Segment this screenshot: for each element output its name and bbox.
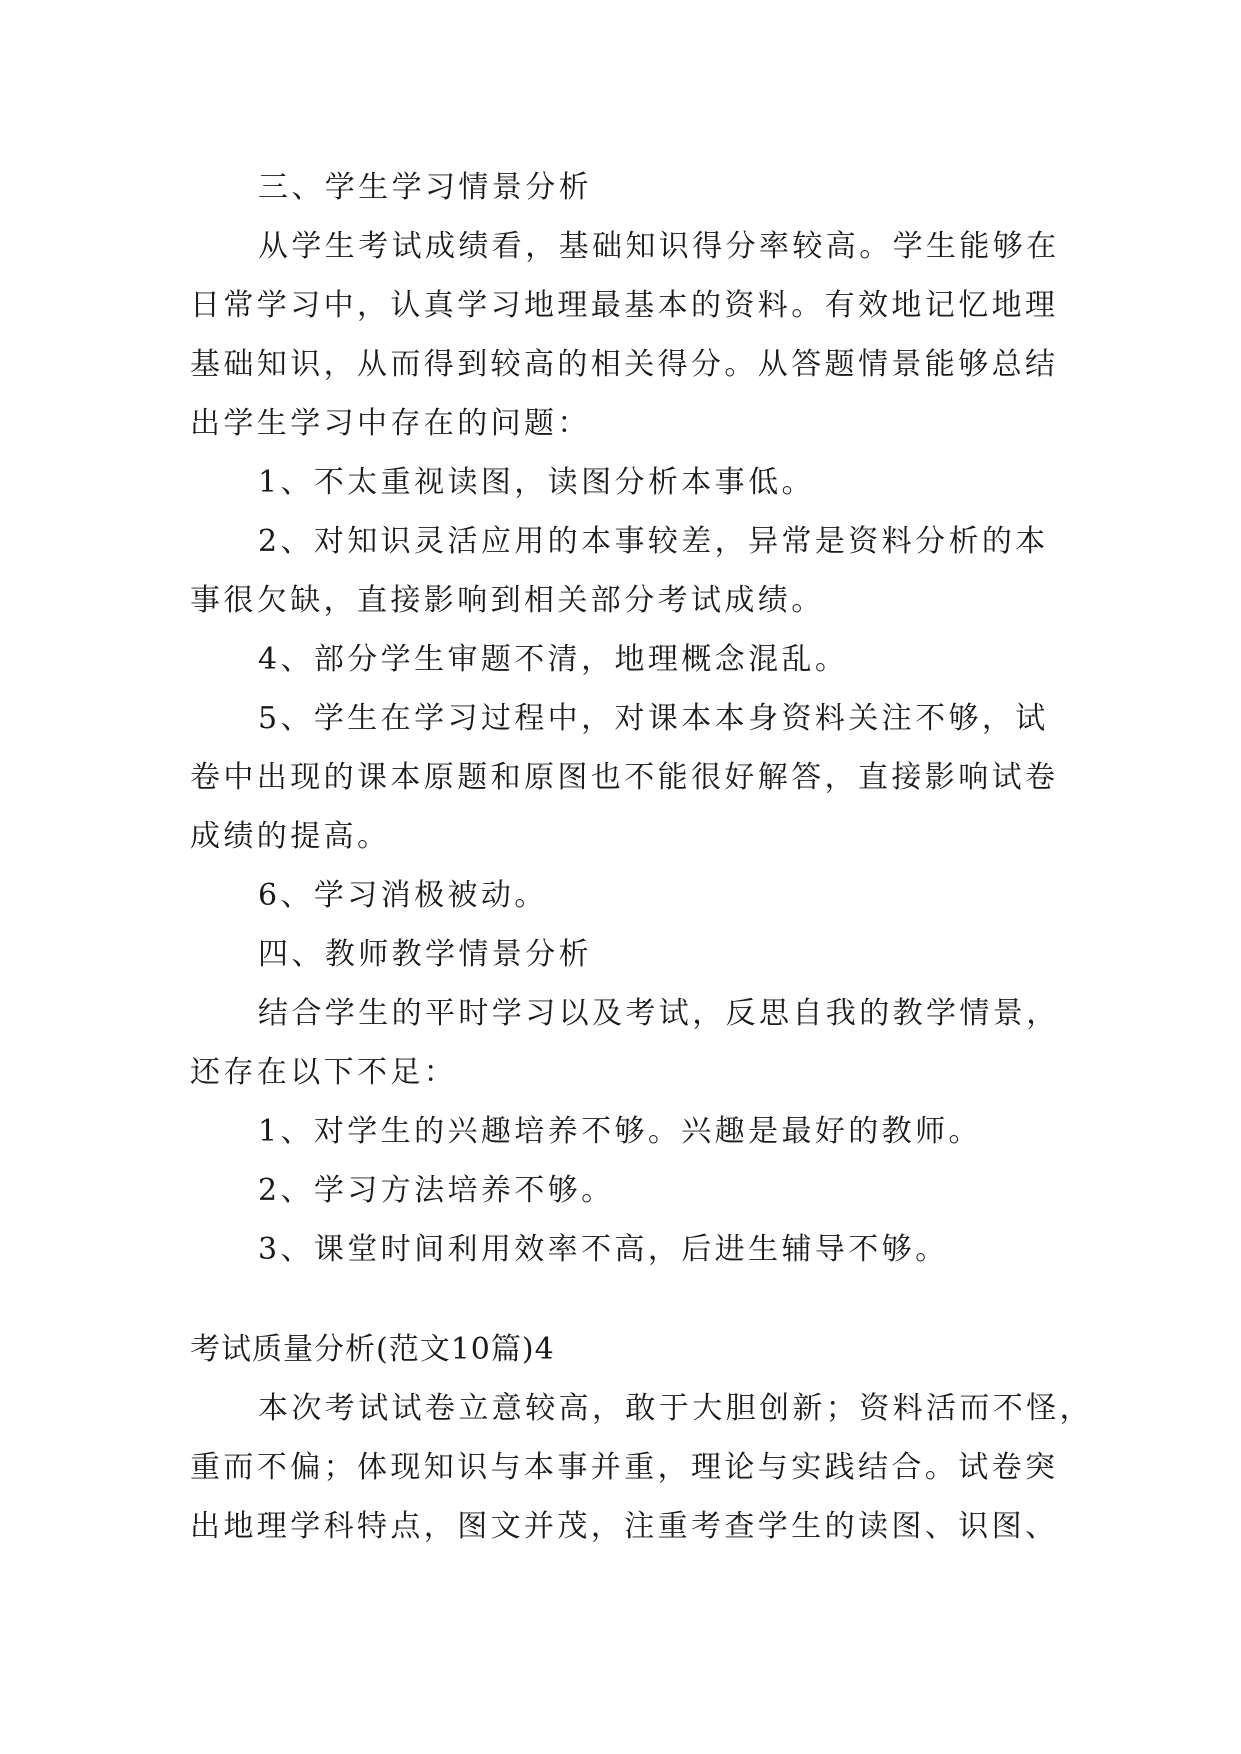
paragraph-line: 出学生学习中存在的问题： <box>190 406 591 441</box>
paragraph-line: 从学生考试成绩看，基础知识得分率较高。学生能够在 <box>258 229 1060 264</box>
paragraph-line: 还存在以下不足： <box>190 1055 458 1090</box>
list-item: 5、学生在学习过程中，对课本本身资料关注不够，试 <box>258 701 1049 736</box>
paragraph-line: 日常学习中，认真学习地理最基本的资料。有效地记忆地理 <box>190 288 1059 323</box>
paragraph-line: 基础知识，从而得到较高的相关得分。从答题情景能够总结 <box>190 347 1059 382</box>
paragraph-line: 事很欠缺，直接影响到相关部分考试成绩。 <box>190 583 825 618</box>
list-item: 1、不太重视读图，读图分析本事低。 <box>258 465 815 500</box>
paragraph-line: 成绩的提高。 <box>190 819 391 854</box>
section-heading-3: 三、学生学习情景分析 <box>258 170 592 205</box>
paragraph-line: 卷中出现的课本原题和原图也不能很好解答，直接影响试卷 <box>190 760 1059 795</box>
list-item: 1、对学生的兴趣培养不够。兴趣是最好的教师。 <box>258 1114 982 1149</box>
paragraph-line: 出地理学科特点，图文并茂，注重考查学生的读图、识图、 <box>190 1509 1059 1544</box>
list-item: 2、学习方法培养不够。 <box>258 1173 615 1208</box>
paragraph-line: 本次考试试卷立意较高，敢于大胆创新；资料活而不怪， <box>258 1391 1093 1426</box>
paragraph-line: 重而不偏；体现知识与本事并重，理论与实践结合。试卷突 <box>190 1450 1059 1485</box>
paragraph-line: 结合学生的平时学习以及考试，反思自我的教学情景， <box>258 996 1060 1031</box>
section-heading-4: 四、教师教学情景分析 <box>258 937 592 972</box>
list-item: 4、部分学生审题不清，地理概念混乱。 <box>258 642 849 677</box>
list-item: 2、对知识灵活应用的本事较差，异常是资料分析的本 <box>258 524 1049 559</box>
list-item: 6、学习消极被动。 <box>258 878 548 913</box>
list-item: 3、课堂时间利用效率不高，后进生辅导不够。 <box>258 1232 949 1267</box>
article-title: 考试质量分析(范文10篇)4 <box>190 1332 555 1367</box>
